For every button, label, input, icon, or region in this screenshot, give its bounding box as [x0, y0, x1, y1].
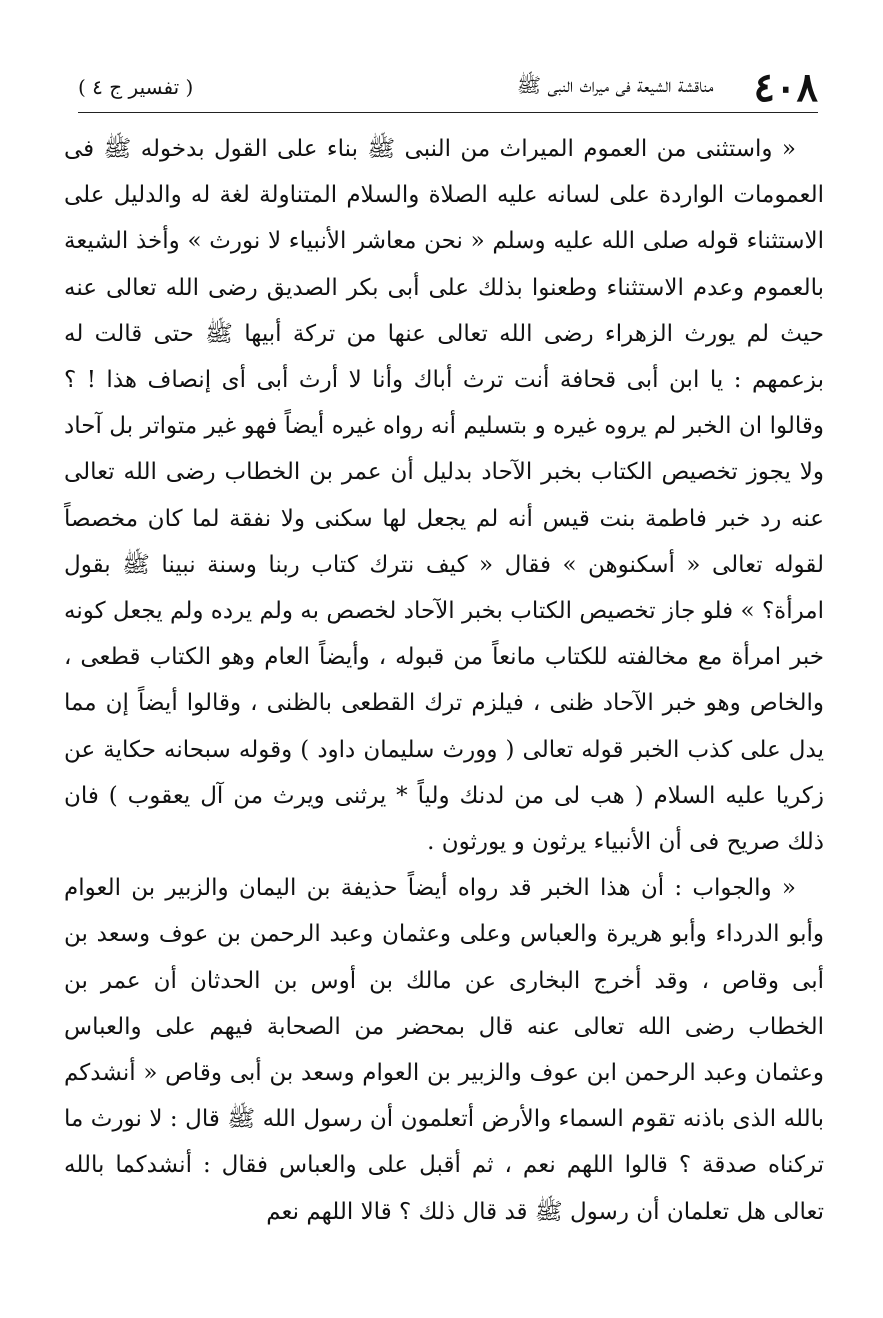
paragraph: « واستثنى من العموم الميراث من النبى ﷺ بناء على القول بدخوله ﷺ فى العمومات الواردة على لسانه عليه الصلاة والسلام المتناولة لغة له والدليل على الاستثناء قوله صلى الله عليه وسلم « نحن معاشر الأنبياء لا نورث » وأخذ الشيعة بالعموم وعدم الاستثناء وطعنوا بذلك على أبى بكر الصديق رضى الله تعالى عنه حيث لم يورث الزهراء رضى الله تعالى عنها من تركة أبيها ﷺ حتى قالت له بزعمهم : يا ابن أبى قحافة أنت ترث أباك وأنا لا أرث أبى أى إنصاف هذا ! ؟ وقالوا ان الخبر لم يروه غيره و بتسليم أنه رواه غيره أيضاً فهو غير متواتر بل آحاد ولا يجوز تخصيص الكتاب بخبر الآحاد بدليل أن عمر بن الخطاب رضى الله تعالى عنه رد خبر فاطمة بنت قيس أنه لم يجعل لها سكنى ولا نفقة لما كان مخصصاً لقوله تعالى « أسكنوهن » فقال « كيف نترك كتاب ربنا وسنة نبينا ﷺ بقول امرأة؟ » فلو جاز تخصيص الكتاب بخبر الآحاد لخصص به ولم يرده ولم يجعل كونه خبر امرأة مع مخالفته للكتاب مانعاً من قبوله ، وأيضاً العام وهو الكتاب قطعى ، والخاص وهو خبر الآحاد ظنى ، فيلزم ترك القطعى بالظنى ، وقالوا أيضاً إن مما يدل على كذب الخبر قوله تعالى ( وورث سليمان داود ) وقوله سبحانه حكاية عن زكريا عليه السلام ( هب لى من لدنك ولياً * يرثنى ويرث من آل يعقوب ) فان ذلك صريح فى أن الأنبياء يرثون و يورثون .: [64, 136, 824, 856]
page-number: ٤٠٨: [753, 63, 818, 111]
body-text: [64, 126, 824, 1235]
paragraph: « والجواب : أن هذا الخبر قد رواه أيضاً حذيفة بن اليمان والزبير بن العوام وأبو الدرداء وأبو هريرة والعباس وعلى وعثمان وعبد الرحمن بن عوف وسعد بن أبى وقاص ، وقد أخرج البخارى عن مالك بن أوس بن الحدثان أن عمر بن الخطاب رضى الله تعالى عنه قال بمحضر من الصحابة فيهم على والعباس وعثمان وعبد الرحمن ابن عوف والزبير بن العوام وسعد بن أبى وقاص « أنشدكم بالله الذى باذنه تقوم السماء والأرض أتعلمون أن رسول الله ﷺ قال : لا نورث ما تركناه صدقة ؟ قالوا اللهم نعم ، ثم أقبل على والعباس فقال : أنشدكما بالله تعالى هل تعلمان أن رسول ﷺ قد قال ذلك ؟ قالا اللهم نعم: [64, 875, 824, 1225]
running-title: مناقشة الشيعة فى ميراث النبى ﷺ: [516, 72, 714, 97]
page-header: [78, 62, 818, 113]
section-reference: ( تفسير ج ٤ ): [78, 75, 194, 99]
